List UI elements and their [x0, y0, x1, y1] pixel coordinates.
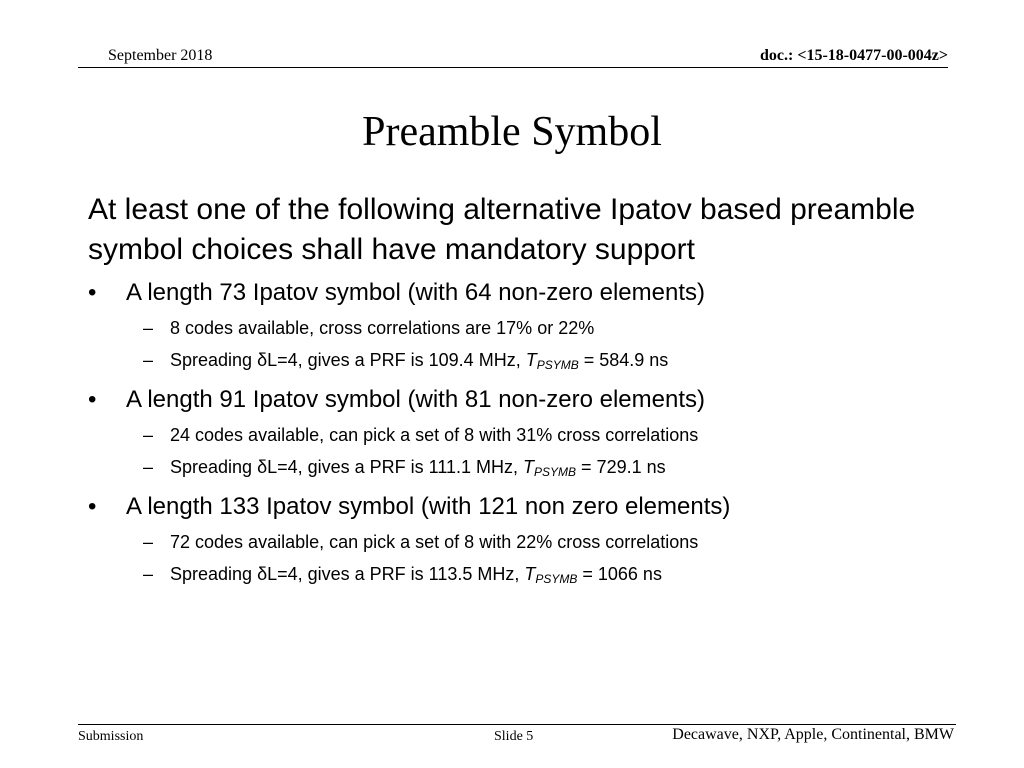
dash-marker: – [143, 350, 154, 370]
sub-bullet-item [88, 530, 968, 554]
bullet-item [88, 492, 968, 522]
sub-bullet-value: = 1066 ns [577, 564, 662, 584]
footer-submission: Submission [78, 729, 144, 744]
t-symbol: T [524, 564, 536, 584]
sub-bullet-value: = 584.9 ns [578, 350, 669, 370]
slide-body [88, 190, 968, 591]
bullet-item [88, 278, 968, 308]
t-subscript: PSYMB [534, 465, 577, 479]
bullet-text: A length 91 Ipatov symbol (with 81 non-zero elements) [126, 386, 705, 413]
dash-marker: – [143, 564, 154, 584]
bullet-marker: • [88, 279, 97, 306]
bullet-text: A length 73 Ipatov symbol (with 64 non-zero elements) [126, 279, 705, 306]
sub-bullet-text: Spreading δL=4, gives a PRF is 113.5 MHz, [170, 564, 525, 584]
bullet-marker: • [88, 386, 97, 413]
footer-slide-number: Slide 5 [494, 729, 534, 744]
sub-bullet-item [88, 316, 968, 340]
footer-authors: Decawave, NXP, Apple, Continental, BMW [672, 726, 954, 743]
t-symbol: T [523, 457, 535, 477]
bullet-marker: • [88, 493, 97, 520]
sub-bullet-item [88, 348, 968, 377]
dash-marker: – [143, 532, 154, 552]
sub-bullet-text: Spreading δL=4, gives a PRF is 109.4 MHz, [170, 350, 526, 370]
sub-bullet-item [88, 423, 968, 447]
sub-bullet-text: Spreading δL=4, gives a PRF is 111.1 MHz, [170, 457, 524, 477]
dash-marker: – [143, 425, 154, 445]
header-date: September 2018 [108, 47, 213, 64]
slide-title: Preamble Symbol [362, 109, 662, 155]
t-subscript: PSYMB [536, 358, 579, 372]
dash-marker: – [143, 318, 154, 338]
header-rule [78, 67, 948, 68]
dash-marker: – [143, 457, 154, 477]
t-symbol: T [525, 350, 537, 370]
footer-rule [78, 724, 956, 725]
sub-bullet-text: 24 codes available, can pick a set of 8 with 31% cross correlations [170, 425, 699, 445]
sub-bullet-value: = 729.1 ns [576, 457, 666, 477]
header-doc-id: doc.: <15-18-0477-00-004z> [760, 47, 948, 64]
bullet-text: A length 133 Ipatov symbol (with 121 non zero elements) [126, 493, 731, 520]
sub-bullet-item [88, 562, 968, 591]
intro-text: At least one of the following alternative Ipatov based preamble symbol choices shall have mandatory support [88, 193, 916, 266]
sub-bullet-text: 8 codes available, cross correlations are 17% or 22% [170, 318, 595, 338]
bullet-item [88, 385, 968, 415]
sub-bullet-text: 72 codes available, can pick a set of 8 with 22% cross correlations [170, 532, 699, 552]
sub-bullet-item [88, 455, 968, 484]
t-subscript: PSYMB [535, 572, 578, 586]
